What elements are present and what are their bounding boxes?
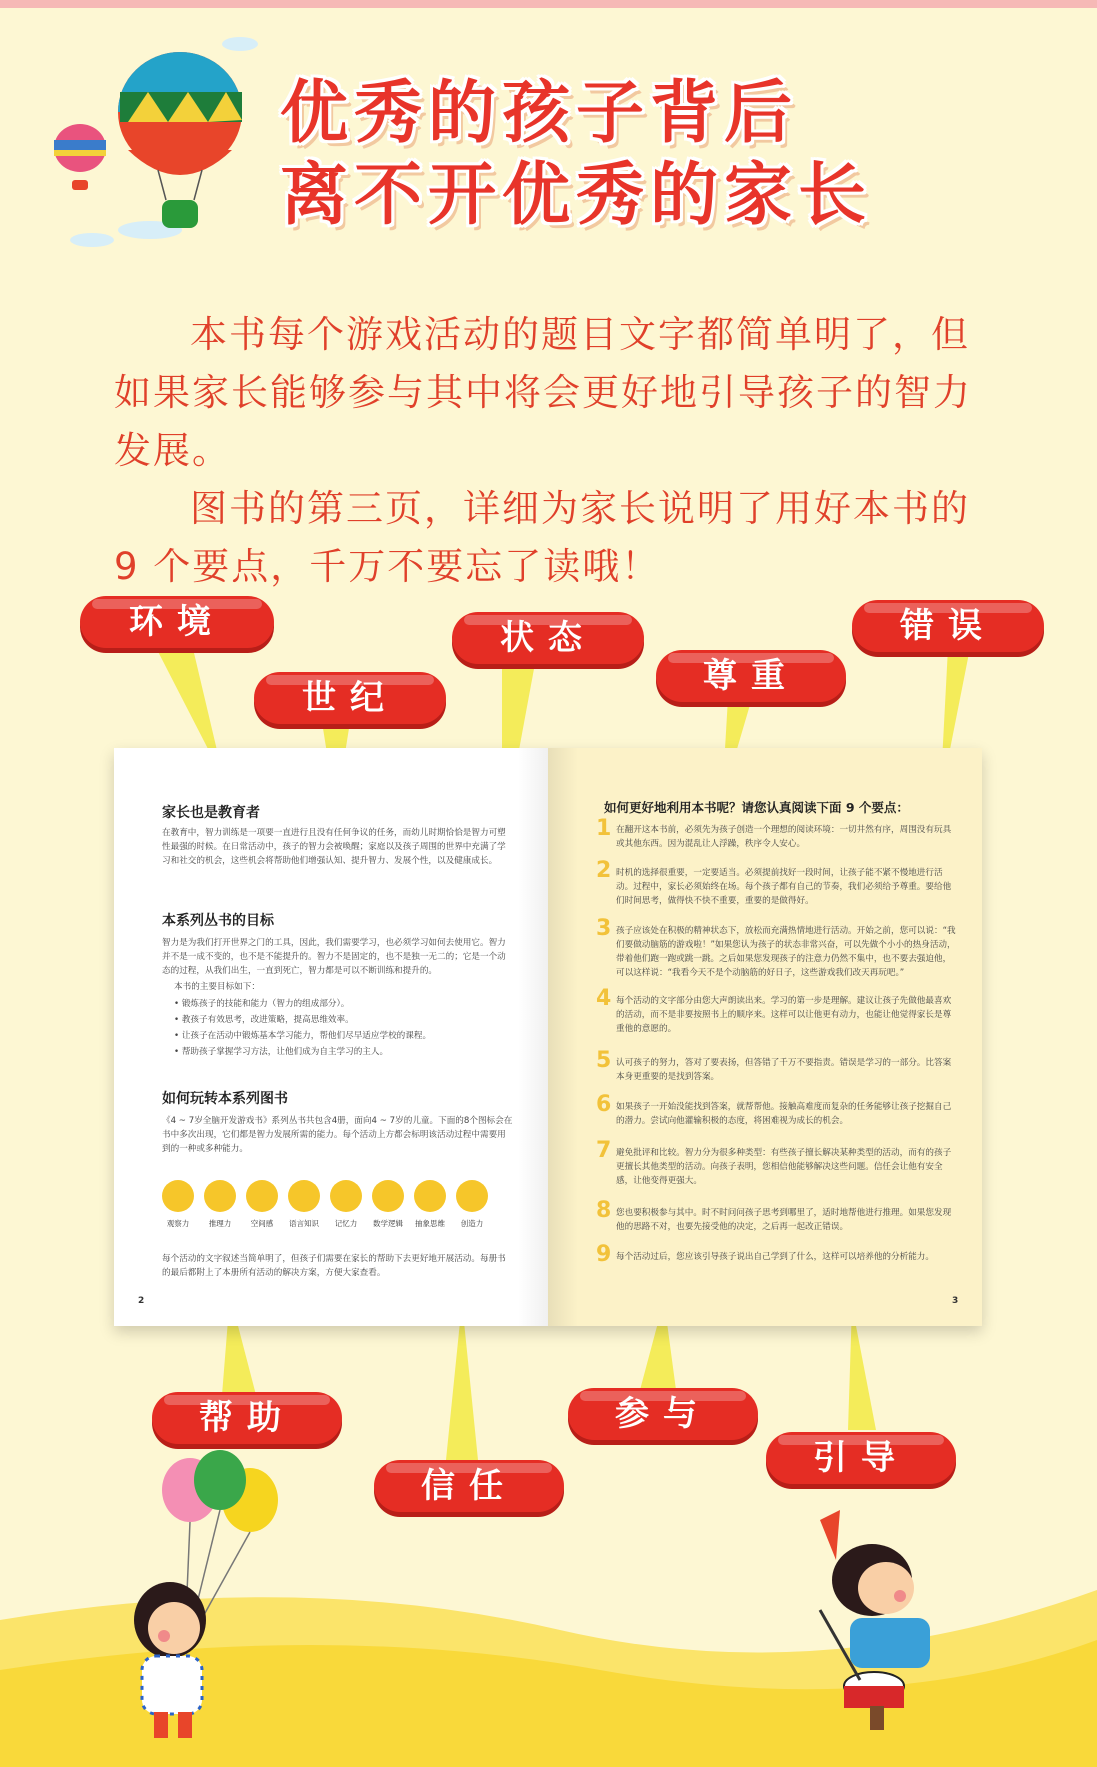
spatial-icon (246, 1180, 278, 1212)
page-number-right: 3 (952, 1296, 959, 1306)
point-number: 6 (596, 1092, 612, 1117)
abstract-thinking-icon (414, 1180, 446, 1212)
tag-huanjing: 环境 (80, 596, 274, 648)
creativity-icon (456, 1180, 488, 1212)
point-text: 每个活动过后，您应该引导孩子说出自己学到了什么，这样可以培养他的分析能力。 (616, 1252, 934, 1262)
intro-paragraph-1: 本书每个游戏活动的题目文字都简单明了，但如果家长能够参与其中将会更好地引导孩子的智力发展。 (114, 313, 972, 472)
reasoning-icon (204, 1180, 236, 1212)
point-number: 7 (596, 1138, 612, 1163)
icon-label: 创造力 (460, 1219, 484, 1228)
tag-bangzhu: 帮助 (152, 1392, 342, 1444)
tag-zunzhong: 尊重 (656, 650, 846, 702)
icon-label: 记忆力 (334, 1219, 358, 1228)
icon-label: 抽象思维 (415, 1219, 445, 1228)
left-heading-3: 如何玩转本系列图书 (162, 1091, 288, 1107)
boy-with-drum-illustration (800, 1500, 1000, 1740)
left-heading-1: 家长也是教育者 (162, 805, 260, 821)
point-text: 如果孩子一开始没能找到答案，就帮帮他。接触高难度而复杂的任务能够让孩子挖掘自己的潜力。尝试向他灌输积极的态度，将困难视为成长的机会。 (616, 1102, 952, 1126)
title-line-1: 优秀的孩子背后 (280, 74, 799, 153)
math-logic-icon (372, 1180, 404, 1212)
point-text: 孩子应该处在积极的精神状态下，放松而充满热情地进行活动。开始之前，您可以说：“我们要做动脑筋的游戏啦！”如果您认为孩子的状态非常兴奋，可以先做个小小的热身活动，带着他们跑一跑或跳一跳。之后如果您发现孩子的注意力仍然不集中，也不要去强迫他，可以这样说：“我看今天不是个动脑筋的好日子，这些游戏我们改天再玩吧。” (616, 926, 956, 978)
tag-canyu: 参与 (568, 1388, 758, 1440)
left-paragraph-2: 智力是为我们打开世界之门的工具，因此，我们需要学习，也必须学习如何去使用它。智力并不是一成不变的，也不是不能提升的。智力不是固定的，也不是独一无二的；它是一个动态的过程，从我们出生，一直到死亡，智力都是可以不断训练和提升的。 (162, 938, 506, 976)
point-number: 5 (596, 1048, 612, 1073)
language-icon (288, 1180, 320, 1212)
icon-label: 空间感 (250, 1219, 274, 1228)
memory-icon (330, 1180, 362, 1212)
icon-label: 语言知识 (289, 1219, 319, 1228)
point-number: 8 (596, 1198, 612, 1223)
observation-icon (162, 1180, 194, 1212)
point-text: 认可孩子的努力，答对了要表扬，但答错了千万不要指责。错误是学习的一部分。比答案本身更重要的是找到答案。 (616, 1058, 952, 1082)
page-number-left: 2 (138, 1296, 145, 1306)
bullet-item: • 锻炼孩子的技能和能力（智力的组成部分）。 (174, 999, 350, 1009)
bullet-item: • 教孩子有效思考，改进策略，提高思维效率。 (174, 1015, 354, 1025)
icon-label: 观察力 (166, 1219, 190, 1228)
tag-yindao: 引导 (766, 1432, 956, 1484)
icon-label: 推理力 (208, 1219, 232, 1228)
point-number: 1 (596, 816, 612, 841)
tag-xinren: 信任 (374, 1460, 564, 1512)
left-heading-2: 本系列丛书的目标 (162, 913, 274, 929)
left-paragraph-4: 《4 ~ 7岁全脑开发游戏书》系列丛书共包含4册，面向4 ~ 7岁的儿童。下面的8个图标会在书中多次出现，它们都是智力发展所需的能力。每个活动上方都会标明该活动过程中需要用到的一种或多种能力。 (162, 1116, 513, 1154)
left-paragraph-1: 在教育中，智力训练是一项要一直进行且没有任何争议的任务，而幼儿时期恰恰是智力可塑性最强的时候。在日常活动中，孩子的智力会被唤醒；家庭以及孩子周围的世界中充满了学习和社交的机会，这些机会将帮助他们增强认知、提升智力、发展个性，以及健康成长。 (162, 828, 506, 866)
point-number: 2 (596, 858, 612, 883)
point-text: 时机的选择很重要，一定要适当。必须提前找好一段时间，让孩子能不紧不慢地进行活动。过程中，家长必须始终在场。每个孩子都有自己的节奏，我们必须给予尊重。要给他们时间思考，做得快不快不重要，重要的是做得好。 (616, 868, 952, 906)
icon-label: 数学逻辑 (373, 1219, 403, 1228)
title-line-2: 离不开优秀的家长 (280, 156, 873, 235)
left-page (114, 748, 548, 1326)
point-number: 3 (596, 916, 612, 941)
intro-paragraph-2: 图书的第三页，详细为家长说明了用好本书的 9 个要点，千万不要忘了读哦！ (114, 487, 970, 588)
point-number: 9 (596, 1242, 612, 1267)
tag-shiji: 世纪 (254, 672, 446, 724)
bullet-item: • 帮助孩子掌握学习方法，让他们成为自主学习的主人。 (174, 1047, 389, 1057)
point-text: 您也要积极参与其中。时不时问问孩子思考到哪里了，适时地帮他进行推理。如果您发现他的思路不对，也要先接受他的决定，之后再一起改正错误。 (616, 1208, 952, 1232)
tag-cuowu: 错误 (852, 600, 1044, 652)
left-paragraph-3: 本书的主要目标如下： (174, 982, 260, 992)
left-paragraph-5: 每个活动的文字叙述当简单明了，但孩子们需要在家长的帮助下去更好地开展活动。每册书的最后都附上了本册所有活动的解决方案，方便大家查看。 (162, 1254, 506, 1278)
point-text: 避免批评和比较。智力分为很多种类型：有些孩子擅长解决某种类型的活动，而有的孩子更擅长其他类型的活动。向孩子表明，您相信他能够解决这些问题。信任会让他有安全感，让他变得更强大。 (616, 1148, 952, 1186)
book-spread (114, 748, 982, 1326)
right-page (548, 748, 982, 1326)
tag-zhuangtai: 状态 (452, 612, 644, 664)
girl-with-balloons-illustration (90, 1450, 310, 1750)
point-text: 每个活动的文字部分由您大声朗读出来。学习的第一步是理解。建议让孩子先做他最喜欢的活动，而不是非要按照书上的顺序来。这样可以让他更有动力，也能让他觉得家长是尊重他的意愿的。 (616, 996, 952, 1034)
point-number: 4 (596, 986, 612, 1011)
right-heading: 如何更好地利用本书呢？请您认真阅读下面 9 个要点： (604, 800, 909, 815)
point-text: 在翻开这本书前，必须先为孩子创造一个理想的阅读环境：一切井然有序，周围没有玩具或其他东西。因为混乱让人浮躁，秩序令人安心。 (616, 825, 952, 849)
bullet-item: • 让孩子在活动中锻炼基本学习能力，帮他们尽早适应学校的课程。 (174, 1031, 432, 1041)
